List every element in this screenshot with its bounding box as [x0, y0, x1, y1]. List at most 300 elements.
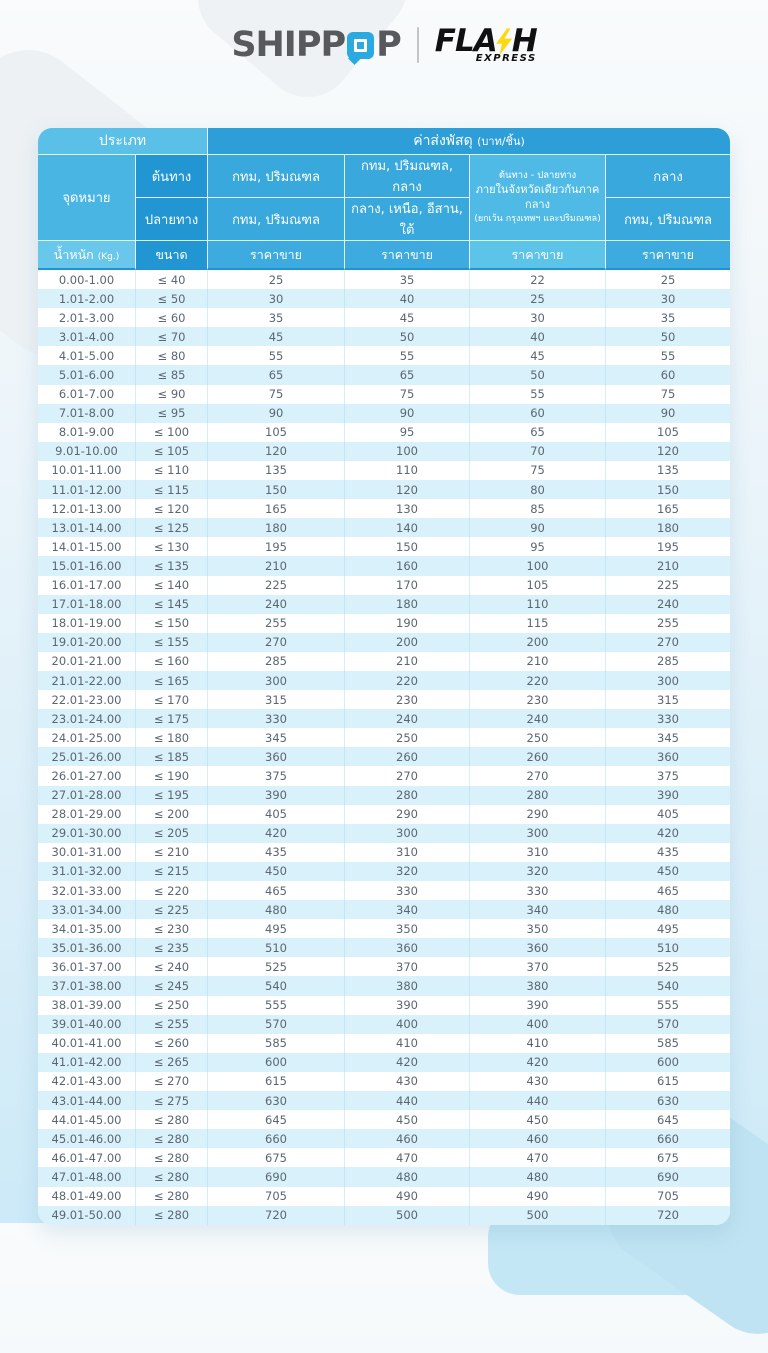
price-cell-4: 55: [660, 348, 676, 363]
price-cell-3: 100: [470, 556, 606, 575]
weight-cell: 2.01-3.00: [38, 308, 136, 327]
price-cell-1: 495: [208, 919, 345, 938]
weight-cell: 1.01-2.00: [38, 289, 136, 308]
price-cell-1: 525: [208, 957, 345, 976]
price-cell-4: 435: [657, 845, 679, 860]
header-destination: จุดหมาย: [38, 155, 136, 241]
table-row: [38, 1167, 730, 1186]
size-cell: ≤ 280: [136, 1187, 208, 1206]
price-cell-3: 110: [470, 595, 606, 614]
size-cell: ≤ 275: [136, 1091, 208, 1110]
price-cell-2: 75: [345, 385, 470, 404]
price-cell-1: 105: [208, 423, 345, 442]
header-origin: ต้นทาง: [136, 155, 208, 198]
price-cell-2: 35: [345, 270, 470, 289]
table-row: [38, 1187, 730, 1206]
table-row: [38, 365, 730, 384]
price-cell-4: 285: [657, 654, 679, 669]
price-cell-4: 195: [657, 539, 679, 554]
size-cell: ≤ 170: [136, 690, 208, 709]
price-cell-3: 310: [470, 843, 606, 862]
weight-cell: 17.01-18.00: [38, 595, 136, 614]
size-cell: ≤ 200: [136, 805, 208, 824]
price-cell-2: 210: [345, 652, 470, 671]
price-cell-3: 80: [470, 480, 606, 499]
size-cell: ≤ 265: [136, 1053, 208, 1072]
header-category: ประเภท: [38, 128, 208, 155]
price-cell-1: 270: [208, 633, 345, 652]
table-row: [38, 976, 730, 995]
table-row: [38, 728, 730, 747]
weight-cell: 3.01-4.00: [38, 327, 136, 346]
price-cell-3: 70: [470, 442, 606, 461]
price-cell-3: 260: [470, 747, 606, 766]
size-cell: ≤ 40: [136, 270, 208, 289]
size-cell: ≤ 125: [136, 518, 208, 537]
price-cell-3: 210: [470, 652, 606, 671]
weight-cell: 43.01-44.00: [38, 1091, 136, 1110]
price-cell-3: 250: [470, 728, 606, 747]
price-cell-4: 315: [657, 692, 679, 707]
price-cell-4: 405: [657, 807, 679, 822]
weight-cell: 38.01-39.00: [38, 996, 136, 1015]
size-cell: ≤ 85: [136, 365, 208, 384]
table-row: [38, 289, 730, 308]
weight-cell: 48.01-49.00: [38, 1187, 136, 1206]
price-cell-2: 160: [345, 556, 470, 575]
weight-cell: 35.01-36.00: [38, 938, 136, 957]
price-cell-3: 30: [470, 308, 606, 327]
price-cell-4: 690: [657, 1169, 679, 1184]
price-cell-2: 480: [345, 1167, 470, 1186]
price-cell-3: 115: [470, 614, 606, 633]
price-cell-3: 85: [470, 499, 606, 518]
price-cell-2: 450: [345, 1110, 470, 1129]
price-cell-2: 230: [345, 690, 470, 709]
price-cell-2: 260: [345, 747, 470, 766]
size-cell: ≤ 80: [136, 346, 208, 365]
table-row: [38, 518, 730, 537]
price-cell-3: 430: [470, 1072, 606, 1091]
logo-row: [0, 23, 768, 65]
price-cell-3: 75: [470, 461, 606, 480]
table-row: [38, 499, 730, 518]
price-cell-3: 390: [470, 996, 606, 1015]
weight-cell: 13.01-14.00: [38, 518, 136, 537]
price-cell-1: 420: [208, 824, 345, 843]
weight-cell: 20.01-21.00: [38, 652, 136, 671]
price-cell-2: 390: [345, 996, 470, 1015]
price-cell-3: 410: [470, 1034, 606, 1053]
price-cell-1: 555: [208, 996, 345, 1015]
price-cell-4: 90: [660, 406, 676, 421]
header-destination-row: ปลายทาง: [136, 198, 208, 241]
price-cell-2: 100: [345, 442, 470, 461]
price-cell-1: 165: [208, 499, 345, 518]
size-cell: ≤ 150: [136, 614, 208, 633]
price-cell-2: 320: [345, 862, 470, 881]
price-cell-1: 615: [208, 1072, 345, 1091]
weight-cell: 22.01-23.00: [38, 690, 136, 709]
price-cell-2: 380: [345, 976, 470, 995]
price-cell-2: 220: [345, 671, 470, 690]
flash-express-subtext: EXPRESS: [475, 53, 537, 64]
weight-cell: 8.01-9.00: [38, 423, 136, 442]
price-cell-4: 450: [657, 864, 679, 879]
price-cell-3: 290: [470, 805, 606, 824]
header-sale-price-2: ราคาขาย: [345, 241, 470, 270]
table-row: [38, 1148, 730, 1167]
price-cell-1: 195: [208, 537, 345, 556]
price-cell-1: 330: [208, 709, 345, 728]
table-row: [38, 1129, 730, 1148]
price-cell-4: 25: [660, 272, 676, 287]
price-cell-1: 315: [208, 690, 345, 709]
table-row: [38, 671, 730, 690]
size-cell: ≤ 245: [136, 976, 208, 995]
table-row: [38, 652, 730, 671]
header-weight: [38, 241, 136, 270]
table-row: [38, 614, 730, 633]
price-cell-3: 55: [470, 385, 606, 404]
route1-origin: กทม, ปริมณฑล: [208, 155, 345, 198]
weight-cell: 11.01-12.00: [38, 480, 136, 499]
size-cell: ≤ 210: [136, 843, 208, 862]
weight-cell: 19.01-20.00: [38, 633, 136, 652]
price-cell-4: 555: [657, 998, 679, 1013]
price-cell-3: 200: [470, 633, 606, 652]
price-cell-1: 480: [208, 900, 345, 919]
price-cell-4: 570: [657, 1017, 679, 1032]
price-cell-1: 405: [208, 805, 345, 824]
price-cell-4: 255: [657, 616, 679, 631]
lightning-bolt-icon: [496, 27, 513, 57]
price-cell-1: 225: [208, 576, 345, 595]
weight-cell: 5.01-6.00: [38, 365, 136, 384]
table-row: [38, 862, 730, 881]
price-cell-4: 525: [657, 959, 679, 974]
price-cell-4: 600: [657, 1055, 679, 1070]
price-cell-3: 320: [470, 862, 606, 881]
table-row: [38, 1034, 730, 1053]
weight-cell: 47.01-48.00: [38, 1167, 136, 1186]
price-cell-2: 50: [345, 327, 470, 346]
weight-unit: (Kg.): [97, 251, 120, 262]
weight-cell: 29.01-30.00: [38, 824, 136, 843]
price-cell-4: 540: [657, 979, 679, 994]
route2-destination: กลาง, เหนือ, อีสาน, ใต้: [345, 198, 470, 241]
size-cell: ≤ 280: [136, 1167, 208, 1186]
size-cell: ≤ 185: [136, 747, 208, 766]
price-cell-2: 140: [345, 518, 470, 537]
weight-cell: 16.01-17.00: [38, 576, 136, 595]
price-cell-4: 675: [657, 1150, 679, 1165]
price-cell-2: 45: [345, 308, 470, 327]
table-row: [38, 690, 730, 709]
price-cell-4: 465: [657, 883, 679, 898]
price-cell-4: 270: [657, 635, 679, 650]
weight-cell: 9.01-10.00: [38, 442, 136, 461]
route4-destination: กทม, ปริมณฑล: [606, 198, 730, 241]
price-cell-2: 470: [345, 1148, 470, 1167]
price-cell-3: 470: [470, 1148, 606, 1167]
price-cell-2: 400: [345, 1015, 470, 1034]
header-shipping-cost: [208, 128, 730, 155]
price-cell-3: 420: [470, 1053, 606, 1072]
price-cell-4: 375: [657, 768, 679, 783]
table-row: [38, 843, 730, 862]
price-cell-1: 75: [208, 385, 345, 404]
flash-express-logo: [434, 23, 537, 64]
price-cell-2: 340: [345, 900, 470, 919]
weight-cell: 7.01-8.00: [38, 404, 136, 423]
size-cell: ≤ 160: [136, 652, 208, 671]
weight-cell: 23.01-24.00: [38, 709, 136, 728]
price-cell-1: 65: [208, 365, 345, 384]
price-cell-1: 45: [208, 327, 345, 346]
table-row: [38, 1015, 730, 1034]
price-cell-4: 60: [660, 368, 676, 383]
weight-cell: 4.01-5.00: [38, 346, 136, 365]
price-cell-1: 150: [208, 480, 345, 499]
price-cell-2: 120: [345, 480, 470, 499]
size-cell: ≤ 205: [136, 824, 208, 843]
price-cell-3: 490: [470, 1187, 606, 1206]
price-cell-3: 220: [470, 671, 606, 690]
price-cell-1: 240: [208, 595, 345, 614]
price-cell-4: 360: [657, 749, 679, 764]
price-cell-4: 510: [657, 940, 679, 955]
table-row: [38, 442, 730, 461]
header-sale-price-3: ราคาขาย: [470, 241, 606, 270]
price-cell-2: 240: [345, 709, 470, 728]
price-cell-1: 450: [208, 862, 345, 881]
size-cell: ≤ 155: [136, 633, 208, 652]
weight-cell: 0.00-1.00: [38, 270, 136, 289]
size-cell: ≤ 260: [136, 1034, 208, 1053]
table-row: [38, 480, 730, 499]
weight-cell: 31.01-32.00: [38, 862, 136, 881]
size-cell: ≤ 110: [136, 461, 208, 480]
shippop-logo-text-right: P: [376, 24, 401, 65]
price-cell-2: 65: [345, 365, 470, 384]
price-cell-3: 60: [470, 404, 606, 423]
price-cell-3: 65: [470, 423, 606, 442]
price-cell-2: 200: [345, 633, 470, 652]
size-cell: ≤ 240: [136, 957, 208, 976]
price-cell-3: 240: [470, 709, 606, 728]
price-cell-4: 35: [660, 310, 676, 325]
price-cell-4: 180: [657, 520, 679, 535]
table-row: [38, 824, 730, 843]
table-row: [38, 385, 730, 404]
size-cell: ≤ 115: [136, 480, 208, 499]
weight-cell: 26.01-27.00: [38, 766, 136, 785]
size-cell: ≤ 280: [136, 1206, 208, 1225]
price-cell-4: 480: [657, 902, 679, 917]
size-cell: ≤ 175: [136, 709, 208, 728]
price-cell-4: 75: [660, 387, 676, 402]
size-cell: ≤ 100: [136, 423, 208, 442]
price-cell-1: 570: [208, 1015, 345, 1034]
price-cell-3: 340: [470, 900, 606, 919]
weight-cell: 46.01-47.00: [38, 1148, 136, 1167]
size-cell: ≤ 225: [136, 900, 208, 919]
table-row: [38, 786, 730, 805]
weight-cell: 14.01-15.00: [38, 537, 136, 556]
table-row: [38, 709, 730, 728]
price-cell-4: 50: [660, 329, 676, 344]
weight-cell: 12.01-13.00: [38, 499, 136, 518]
price-cell-1: 30: [208, 289, 345, 308]
price-cell-1: 435: [208, 843, 345, 862]
price-cell-4: 210: [657, 558, 679, 573]
table-row: [38, 805, 730, 824]
price-cell-2: 180: [345, 595, 470, 614]
route3-line2: ภายในจังหวัดเดียวกันภาคกลาง: [475, 182, 600, 211]
price-cell-4: 585: [657, 1036, 679, 1051]
price-cell-3: 330: [470, 881, 606, 900]
price-cell-1: 630: [208, 1091, 345, 1110]
price-cell-4: 135: [657, 463, 679, 478]
table-row: [38, 633, 730, 652]
price-cell-3: 500: [470, 1206, 606, 1225]
price-cell-3: 230: [470, 690, 606, 709]
weight-cell: 37.01-38.00: [38, 976, 136, 995]
price-cell-2: 150: [345, 537, 470, 556]
price-cell-3: 105: [470, 576, 606, 595]
price-cell-1: 120: [208, 442, 345, 461]
size-cell: ≤ 120: [136, 499, 208, 518]
price-cell-3: 22: [470, 270, 606, 289]
route3-same-province-note: [470, 155, 606, 241]
weight-cell: 18.01-19.00: [38, 614, 136, 633]
size-cell: ≤ 105: [136, 442, 208, 461]
size-cell: ≤ 135: [136, 556, 208, 575]
weight-cell: 15.01-16.00: [38, 556, 136, 575]
weight-cell: 27.01-28.00: [38, 786, 136, 805]
shippop-logo: [231, 24, 401, 65]
price-cell-2: 490: [345, 1187, 470, 1206]
table-row: [38, 1091, 730, 1110]
weight-cell: 24.01-25.00: [38, 728, 136, 747]
price-cell-4: 330: [657, 711, 679, 726]
price-cell-1: 705: [208, 1187, 345, 1206]
table-row: [38, 1206, 730, 1225]
price-cell-4: 615: [657, 1074, 679, 1089]
price-cell-2: 95: [345, 423, 470, 442]
price-cell-2: 410: [345, 1034, 470, 1053]
price-cell-2: 190: [345, 614, 470, 633]
price-cell-2: 110: [345, 461, 470, 480]
weight-cell: 30.01-31.00: [38, 843, 136, 862]
price-cell-2: 500: [345, 1206, 470, 1225]
size-cell: ≤ 130: [136, 537, 208, 556]
price-cell-2: 350: [345, 919, 470, 938]
price-cell-3: 460: [470, 1129, 606, 1148]
shipping-cost-unit: (บาท/ชิ้น): [477, 135, 525, 148]
price-cell-4: 30: [660, 291, 676, 306]
price-cell-3: 480: [470, 1167, 606, 1186]
price-cell-2: 290: [345, 805, 470, 824]
table-row: [38, 556, 730, 575]
weight-cell: 41.01-42.00: [38, 1053, 136, 1072]
shippop-logo-text-left: SHIPP: [231, 24, 346, 65]
price-cell-2: 55: [345, 346, 470, 365]
weight-label: น้ำหนัก: [53, 246, 94, 262]
price-cell-3: 90: [470, 518, 606, 537]
table-row: [38, 938, 730, 957]
price-cell-3: 50: [470, 365, 606, 384]
price-cell-3: 300: [470, 824, 606, 843]
table-row: [38, 747, 730, 766]
price-cell-3: 95: [470, 537, 606, 556]
route3-line1: ต้นทาง - ปลายทาง: [498, 170, 577, 182]
size-cell: ≤ 145: [136, 595, 208, 614]
price-cell-2: 250: [345, 728, 470, 747]
price-cell-1: 55: [208, 346, 345, 365]
weight-cell: 25.01-26.00: [38, 747, 136, 766]
weight-cell: 32.01-33.00: [38, 881, 136, 900]
weight-cell: 49.01-50.00: [38, 1206, 136, 1225]
size-cell: ≤ 165: [136, 671, 208, 690]
price-cell-4: 495: [657, 921, 679, 936]
price-cell-2: 430: [345, 1072, 470, 1091]
table-row: [38, 327, 730, 346]
price-cell-4: 150: [657, 482, 679, 497]
price-cell-1: 540: [208, 976, 345, 995]
table-row: [38, 996, 730, 1015]
table-row: [38, 1053, 730, 1072]
price-cell-2: 300: [345, 824, 470, 843]
weight-cell: 34.01-35.00: [38, 919, 136, 938]
price-cell-1: 285: [208, 652, 345, 671]
price-cell-3: 25: [470, 289, 606, 308]
size-cell: ≤ 60: [136, 308, 208, 327]
price-cell-2: 280: [345, 786, 470, 805]
route2-origin: กทม, ปริมณฑล, กลาง: [345, 155, 470, 198]
size-cell: ≤ 280: [136, 1129, 208, 1148]
route4-origin: กลาง: [606, 155, 730, 198]
price-cell-1: 345: [208, 728, 345, 747]
price-cell-4: 420: [657, 826, 679, 841]
price-cell-3: 370: [470, 957, 606, 976]
price-cell-1: 645: [208, 1110, 345, 1129]
price-cell-1: 90: [208, 404, 345, 423]
price-cell-1: 180: [208, 518, 345, 537]
size-cell: ≤ 95: [136, 404, 208, 423]
price-cell-1: 675: [208, 1148, 345, 1167]
price-cell-1: 210: [208, 556, 345, 575]
flash-logo-text-left: FLA: [434, 23, 497, 59]
price-cell-1: 135: [208, 461, 345, 480]
price-cell-1: 510: [208, 938, 345, 957]
table-row: [38, 957, 730, 976]
size-cell: ≤ 90: [136, 385, 208, 404]
price-cell-2: 270: [345, 766, 470, 785]
price-cell-4: 240: [657, 597, 679, 612]
size-cell: ≤ 235: [136, 938, 208, 957]
table-row: [38, 270, 730, 289]
size-cell: ≤ 220: [136, 881, 208, 900]
table-row: [38, 766, 730, 785]
price-cell-4: 645: [657, 1112, 679, 1127]
price-cell-1: 35: [208, 308, 345, 327]
table-row: [38, 346, 730, 365]
price-cell-1: 375: [208, 766, 345, 785]
price-cell-1: 720: [208, 1206, 345, 1225]
table-row: [38, 595, 730, 614]
